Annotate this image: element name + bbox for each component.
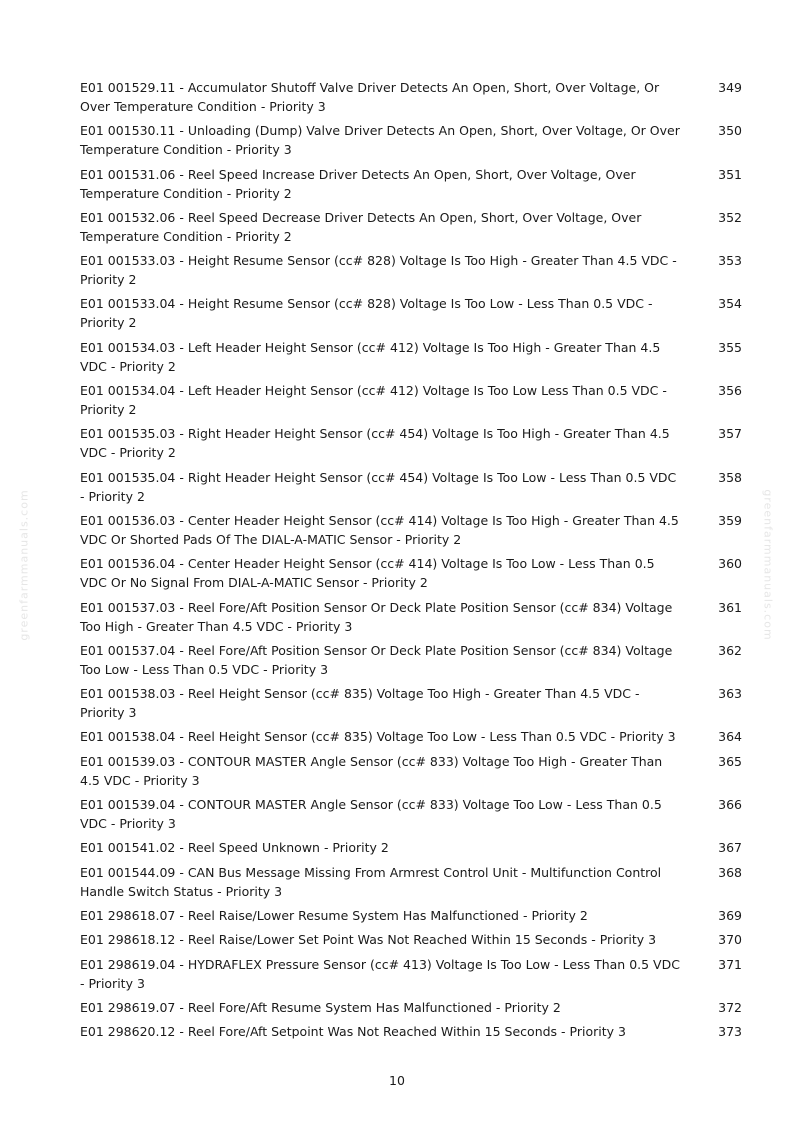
toc-entry[interactable] [80, 554, 742, 592]
toc-entry-page-number: 355 [718, 339, 742, 355]
toc-entry-title: E01 001541.02 - Reel Speed Unknown - Priority 2 [80, 840, 389, 856]
toc-entry[interactable] [80, 251, 742, 289]
toc-entry-title: E01 001530.11 - Unloading (Dump) Valve Driver Detects An Open, Short, Over Voltage, Or Over Temperature Condition - Priority 3 [80, 123, 680, 158]
toc-entry[interactable] [80, 165, 742, 203]
toc-entry-page-number: 367 [718, 840, 742, 856]
toc-entry[interactable] [80, 930, 742, 949]
toc-entry[interactable] [80, 795, 742, 833]
toc-entry-title: E01 001535.04 - Right Header Height Sensor (cc# 454) Voltage Is Too Low - Less Than 0.5 VDC - Priority 2 [80, 469, 677, 504]
toc-entry-title: E01 001538.03 - Reel Height Sensor (cc# 835) Voltage Too High - Greater Than 4.5 VDC - Priority 3 [80, 686, 640, 721]
toc-entry[interactable] [80, 78, 742, 116]
page-number: 10 [389, 1073, 405, 1088]
toc-entry-page-number: 350 [718, 123, 742, 139]
toc-entry-title: E01 298620.12 - Reel Fore/Aft Setpoint Was Not Reached Within 15 Seconds - Priority 3 [80, 1024, 626, 1040]
toc-entry-page-number: 353 [718, 253, 742, 269]
toc-entry-page-number: 357 [718, 426, 742, 442]
toc-entry-page-number: 363 [718, 686, 742, 702]
toc-entry-page-number: 373 [718, 1024, 742, 1040]
toc-entry-title: E01 298619.07 - Reel Fore/Aft Resume System Has Malfunctioned - Priority 2 [80, 999, 561, 1015]
toc-entry[interactable] [80, 998, 742, 1017]
toc-entry[interactable] [80, 424, 742, 462]
toc-entry[interactable] [80, 955, 742, 993]
toc-entry-page-number: 371 [718, 956, 742, 972]
toc-entry-page-number: 369 [718, 907, 742, 923]
toc-entry[interactable] [80, 684, 742, 722]
toc-entry-title: E01 001533.03 - Height Resume Sensor (cc# 828) Voltage Is Too High - Greater Than 4.5 VDC - Priority 2 [80, 253, 677, 288]
toc-entry[interactable] [80, 838, 742, 857]
toc-entry-page-number: 358 [718, 469, 742, 485]
toc-entry-page-number: 361 [718, 599, 742, 615]
toc-entry[interactable] [80, 598, 742, 636]
toc-entry-title: E01 298618.07 - Reel Raise/Lower Resume System Has Malfunctioned - Priority 2 [80, 907, 588, 923]
toc-entry[interactable] [80, 294, 742, 332]
toc-entry-title: E01 001536.03 - Center Header Height Sensor (cc# 414) Voltage Is Too High - Greater Than 4.5 VDC Or Shorted Pads Of The DIAL-A-MATIC Sensor - Priority 2 [80, 512, 679, 547]
toc-entry[interactable] [80, 727, 742, 746]
toc-entry[interactable] [80, 511, 742, 549]
toc-entry-title: E01 298619.04 - HYDRAFLEX Pressure Sensor (cc# 413) Voltage Is Too Low - Less Than 0.5 VDC - Priority 3 [80, 956, 680, 991]
table-of-contents [80, 78, 742, 1046]
toc-entry-page-number: 354 [718, 296, 742, 312]
toc-entry-page-number: 360 [718, 556, 742, 572]
toc-entry-page-number: 368 [718, 864, 742, 880]
toc-entry-title: E01 001539.04 - CONTOUR MASTER Angle Sensor (cc# 833) Voltage Too Low - Less Than 0.5 VDC - Priority 3 [80, 797, 662, 832]
watermark-left: greenfarmmanuals.com [17, 489, 31, 641]
toc-entry-page-number: 359 [718, 512, 742, 528]
toc-entry-title: E01 001536.04 - Center Header Height Sensor (cc# 414) Voltage Is Too Low - Less Than 0.5 VDC Or No Signal From DIAL-A-MATIC Sensor - Priority 2 [80, 556, 655, 591]
toc-entry[interactable] [80, 641, 742, 679]
toc-entry[interactable] [80, 1022, 742, 1041]
toc-entry-title: E01 001537.04 - Reel Fore/Aft Position Sensor Or Deck Plate Position Sensor (cc# 834) Voltage Too Low - Less Than 0.5 VDC - Priority 3 [80, 642, 673, 677]
toc-entry-page-number: 351 [718, 166, 742, 182]
toc-entry[interactable] [80, 752, 742, 790]
toc-entry[interactable] [80, 208, 742, 246]
toc-entry-title: E01 001533.04 - Height Resume Sensor (cc# 828) Voltage Is Too Low - Less Than 0.5 VDC - Priority 2 [80, 296, 653, 331]
toc-entry[interactable] [80, 381, 742, 419]
toc-entry-title: E01 001534.03 - Left Header Height Sensor (cc# 412) Voltage Is Too High - Greater Than 4.5 VDC - Priority 2 [80, 339, 661, 374]
toc-entry-page-number: 349 [718, 80, 742, 95]
toc-entry-title: E01 001532.06 - Reel Speed Decrease Driver Detects An Open, Short, Over Voltage, Over Temperature Condition - Priority 2 [80, 209, 642, 244]
toc-entry[interactable] [80, 121, 742, 159]
toc-entry-title: E01 001531.06 - Reel Speed Increase Driver Detects An Open, Short, Over Voltage, Over Temperature Condition - Priority 2 [80, 166, 636, 201]
toc-entry-page-number: 362 [718, 642, 742, 658]
toc-entry-page-number: 370 [718, 932, 742, 948]
toc-entry-page-number: 352 [718, 209, 742, 225]
toc-entry-title: E01 001538.04 - Reel Height Sensor (cc# 835) Voltage Too Low - Less Than 0.5 VDC - Priority 3 [80, 729, 676, 745]
toc-entry[interactable] [80, 863, 742, 901]
toc-entry-title: E01 001529.11 - Accumulator Shutoff Valve Driver Detects An Open, Short, Over Voltage, Or Over Temperature Condition - Priority 3 [80, 80, 660, 114]
toc-entry-page-number: 372 [718, 999, 742, 1015]
watermark-right: greenfarmmanuals.com [761, 489, 775, 641]
toc-entry-page-number: 366 [718, 797, 742, 813]
toc-entry-page-number: 356 [718, 383, 742, 399]
toc-entry-page-number: 364 [718, 729, 742, 745]
toc-entry-title: E01 001539.03 - CONTOUR MASTER Angle Sensor (cc# 833) Voltage Too High - Greater Than 4.5 VDC - Priority 3 [80, 753, 663, 788]
toc-entry-title: E01 001535.03 - Right Header Height Sensor (cc# 454) Voltage Is Too High - Greater Than 4.5 VDC - Priority 2 [80, 426, 670, 461]
toc-entry[interactable] [80, 468, 742, 506]
toc-entry-title: E01 001534.04 - Left Header Height Sensor (cc# 412) Voltage Is Too Low Less Than 0.5 VDC - Priority 2 [80, 383, 667, 418]
toc-entry-title: E01 001544.09 - CAN Bus Message Missing From Armrest Control Unit - Multifunction Control Handle Switch Status - Priority 3 [80, 864, 662, 899]
toc-entry-title: E01 298618.12 - Reel Raise/Lower Set Point Was Not Reached Within 15 Seconds - Priority 3 [80, 932, 657, 948]
toc-entry-title: E01 001537.03 - Reel Fore/Aft Position Sensor Or Deck Plate Position Sensor (cc# 834) Voltage Too High - Greater Than 4.5 VDC - Priority 3 [80, 599, 673, 634]
toc-entry[interactable] [80, 906, 742, 925]
toc-entry[interactable] [80, 338, 742, 376]
toc-entry-page-number: 365 [718, 753, 742, 769]
